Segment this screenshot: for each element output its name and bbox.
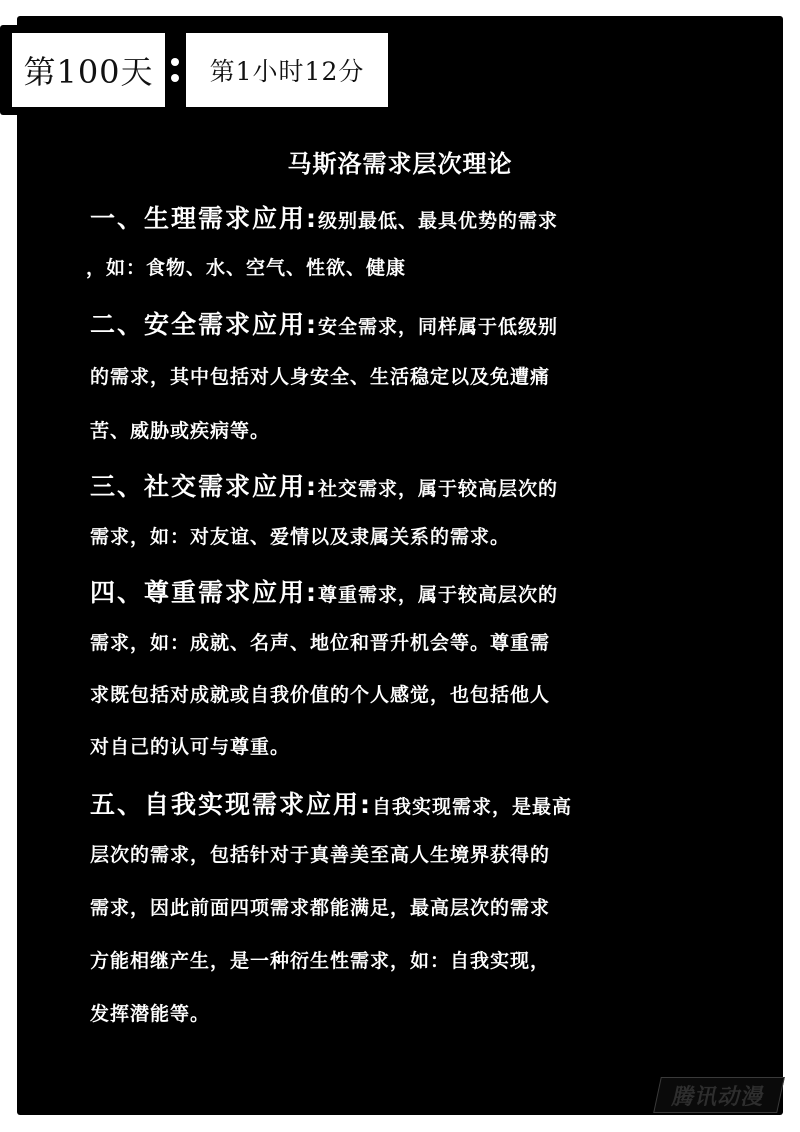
section-social	[90, 467, 720, 557]
section-line: 三、社交需求应用:社交需求，属于较高层次的	[90, 472, 559, 501]
section-line: ，如：食物、水、空气、性欲、健康	[86, 257, 407, 279]
section-heading: 四、尊重需求应用:	[90, 578, 318, 607]
section-line: 苦、威胁或疾病等。	[90, 420, 271, 442]
section-self-actualization	[90, 785, 720, 1034]
section-physiological	[86, 199, 720, 283]
time-label: 第1小时12分	[209, 57, 365, 86]
watermark-logo: 腾讯动漫	[653, 1077, 785, 1113]
time-badge	[186, 33, 388, 107]
day-badge	[12, 33, 165, 107]
section-line: 二、安全需求应用:安全需求，同样属于低级别	[90, 310, 559, 339]
section-line: 一、生理需求应用:级别最低、最具优势的需求	[90, 204, 559, 233]
colon-separator	[170, 58, 180, 88]
section-line: 求既包括对成就或自我价值的个人感觉，也包括他人	[90, 684, 551, 706]
section-heading: 五、自我实现需求应用:	[90, 790, 372, 819]
section-line: 方能相继产生，是一种衍生性需求，如：自我实现，	[90, 950, 551, 972]
section-heading: 一、生理需求应用:	[90, 204, 318, 233]
section-line: 需求，如：成就、名声、地位和晋升机会等。尊重需	[90, 632, 551, 654]
section-line: 对自己的认可与尊重。	[90, 736, 291, 758]
section-line: 层次的需求，包括针对于真善美至高人生境界获得的	[90, 844, 551, 866]
section-line: 需求，如：对友谊、爱情以及隶属关系的需求。	[90, 526, 511, 548]
day-label: 第100天	[23, 53, 154, 91]
section-heading: 三、社交需求应用:	[90, 472, 318, 501]
section-heading: 二、安全需求应用:	[90, 310, 318, 339]
section-line: 的需求，其中包括对人身安全、生活稳定以及免遭痛	[90, 366, 551, 388]
section-line: 四、尊重需求应用:尊重需求，属于较高层次的	[90, 578, 559, 607]
section-line: 五、自我实现需求应用:自我实现需求，是最高	[90, 790, 573, 819]
section-line: 需求，因此前面四项需求都能满足，最高层次的需求	[90, 897, 551, 919]
section-safety	[90, 305, 720, 451]
page-title: 马斯洛需求层次理论	[287, 150, 513, 178]
section-line: 发挥潜能等。	[90, 1003, 211, 1025]
section-esteem	[90, 573, 720, 767]
